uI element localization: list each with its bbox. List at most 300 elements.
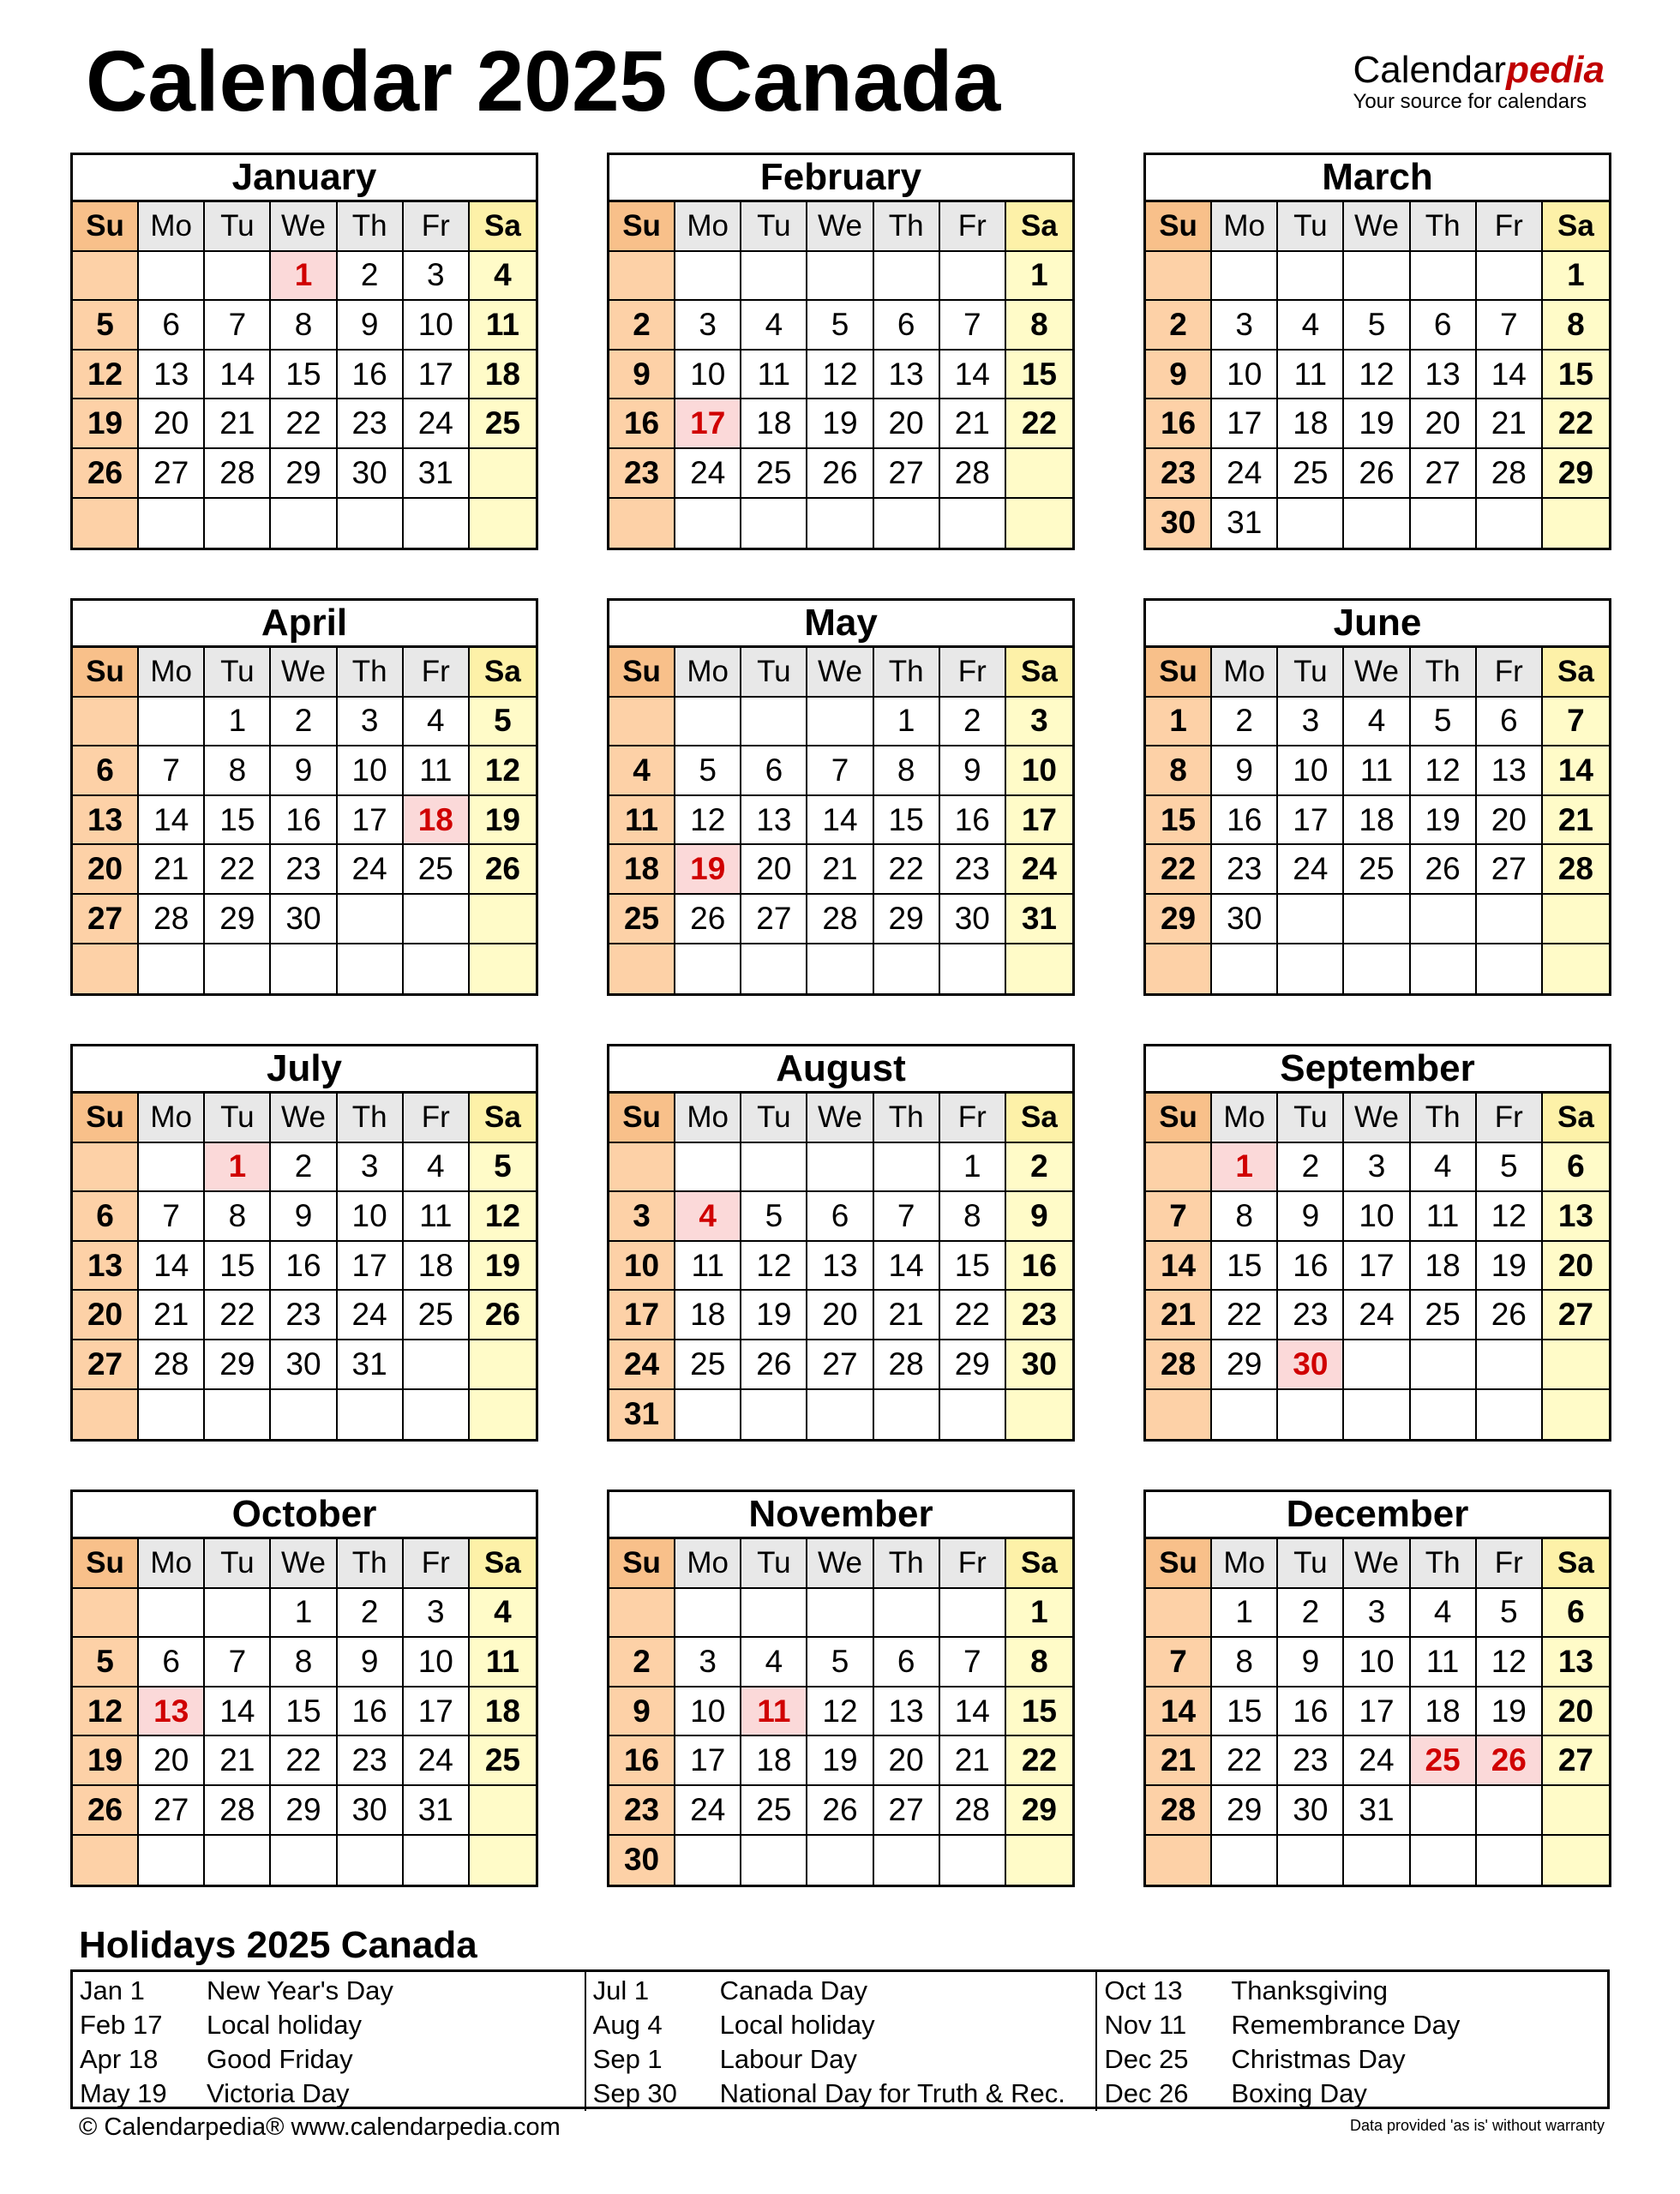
day-cell[interactable]: 11 bbox=[470, 1638, 536, 1687]
day-cell[interactable]: 2 bbox=[1278, 1589, 1344, 1639]
day-cell[interactable]: 21 bbox=[139, 845, 205, 895]
day-cell[interactable]: 21 bbox=[139, 1291, 205, 1340]
day-cell[interactable]: 27 bbox=[1543, 1736, 1609, 1786]
day-cell[interactable]: 27 bbox=[1411, 449, 1477, 499]
day-cell[interactable]: 30 bbox=[1212, 895, 1278, 944]
day-cell[interactable]: 7 bbox=[1543, 698, 1609, 747]
day-cell[interactable]: 27 bbox=[807, 1340, 873, 1390]
day-cell[interactable]: 20 bbox=[1543, 1687, 1609, 1737]
day-cell[interactable]: 1 bbox=[1006, 252, 1072, 302]
day-cell[interactable]: 14 bbox=[1146, 1687, 1212, 1737]
day-cell[interactable]: 26 bbox=[73, 1786, 139, 1836]
day-cell[interactable]: 7 bbox=[940, 1638, 1006, 1687]
day-cell[interactable]: 1 bbox=[874, 698, 940, 747]
day-cell[interactable]: 17 bbox=[1344, 1687, 1410, 1737]
day-cell[interactable]: 5 bbox=[1344, 301, 1410, 351]
day-cell[interactable]: 19 bbox=[1411, 796, 1477, 846]
day-cell[interactable]: 25 bbox=[404, 1291, 470, 1340]
day-cell[interactable]: 21 bbox=[1146, 1736, 1212, 1786]
day-cell[interactable]: 15 bbox=[205, 796, 271, 846]
day-cell[interactable]: 22 bbox=[940, 1291, 1006, 1340]
day-cell[interactable]: 30 bbox=[940, 895, 1006, 944]
day-cell[interactable]: 13 bbox=[73, 1242, 139, 1292]
day-cell[interactable]: 19 bbox=[73, 399, 139, 449]
day-cell[interactable]: 27 bbox=[1477, 845, 1543, 895]
day-cell[interactable]: 28 bbox=[1543, 845, 1609, 895]
day-cell[interactable]: 30 bbox=[1278, 1786, 1344, 1836]
day-cell[interactable]: 7 bbox=[139, 1192, 205, 1242]
day-cell[interactable]: 5 bbox=[1411, 698, 1477, 747]
day-cell[interactable]: 31 bbox=[1212, 499, 1278, 548]
day-cell[interactable]: 3 bbox=[1212, 301, 1278, 351]
day-cell[interactable]: 26 bbox=[807, 449, 873, 499]
day-cell[interactable]: 19 bbox=[73, 1736, 139, 1786]
day-cell[interactable]: 25 bbox=[404, 845, 470, 895]
day-cell[interactable]: 11 bbox=[404, 1192, 470, 1242]
day-cell[interactable]: 21 bbox=[874, 1291, 940, 1340]
day-cell[interactable]: 22 bbox=[271, 1736, 337, 1786]
day-cell[interactable]: 26 bbox=[470, 845, 536, 895]
day-cell[interactable]: 29 bbox=[874, 895, 940, 944]
day-cell[interactable]: 13 bbox=[1477, 746, 1543, 796]
day-cell[interactable]: 30 bbox=[1146, 499, 1212, 548]
day-cell[interactable]: 14 bbox=[1477, 351, 1543, 400]
day-cell[interactable]: 6 bbox=[741, 746, 807, 796]
day-cell[interactable]: 1 bbox=[1212, 1143, 1278, 1193]
day-cell[interactable]: 31 bbox=[609, 1390, 675, 1440]
day-cell[interactable]: 21 bbox=[1477, 399, 1543, 449]
day-cell[interactable]: 2 bbox=[940, 698, 1006, 747]
day-cell[interactable]: 16 bbox=[1278, 1687, 1344, 1737]
day-cell[interactable]: 9 bbox=[271, 746, 337, 796]
day-cell[interactable]: 10 bbox=[609, 1242, 675, 1292]
day-cell[interactable]: 10 bbox=[1344, 1638, 1410, 1687]
day-cell[interactable]: 30 bbox=[271, 1340, 337, 1390]
day-cell[interactable]: 24 bbox=[675, 1786, 741, 1836]
day-cell[interactable]: 23 bbox=[609, 449, 675, 499]
day-cell[interactable]: 31 bbox=[1344, 1786, 1410, 1836]
day-cell[interactable]: 24 bbox=[1006, 845, 1072, 895]
day-cell[interactable]: 15 bbox=[205, 1242, 271, 1292]
day-cell[interactable]: 8 bbox=[1146, 746, 1212, 796]
day-cell[interactable]: 25 bbox=[675, 1340, 741, 1390]
day-cell[interactable]: 16 bbox=[1146, 399, 1212, 449]
day-cell[interactable]: 29 bbox=[271, 449, 337, 499]
day-cell[interactable]: 16 bbox=[1212, 796, 1278, 846]
day-cell[interactable]: 12 bbox=[73, 1687, 139, 1737]
day-cell[interactable]: 4 bbox=[1278, 301, 1344, 351]
day-cell[interactable]: 6 bbox=[874, 1638, 940, 1687]
day-cell[interactable]: 28 bbox=[205, 449, 271, 499]
day-cell[interactable]: 27 bbox=[139, 449, 205, 499]
day-cell[interactable]: 28 bbox=[139, 895, 205, 944]
day-cell[interactable]: 2 bbox=[271, 1143, 337, 1193]
day-cell[interactable]: 14 bbox=[205, 351, 271, 400]
day-cell[interactable]: 12 bbox=[470, 746, 536, 796]
day-cell[interactable]: 25 bbox=[1344, 845, 1410, 895]
day-cell[interactable]: 3 bbox=[1278, 698, 1344, 747]
day-cell[interactable]: 30 bbox=[1006, 1340, 1072, 1390]
day-cell[interactable]: 22 bbox=[1212, 1291, 1278, 1340]
day-cell[interactable]: 23 bbox=[338, 399, 404, 449]
day-cell[interactable]: 14 bbox=[807, 796, 873, 846]
day-cell[interactable]: 22 bbox=[271, 399, 337, 449]
day-cell[interactable]: 8 bbox=[271, 1638, 337, 1687]
day-cell[interactable]: 22 bbox=[205, 845, 271, 895]
day-cell[interactable]: 7 bbox=[1477, 301, 1543, 351]
day-cell[interactable]: 24 bbox=[1344, 1291, 1410, 1340]
day-cell[interactable]: 15 bbox=[1006, 1687, 1072, 1737]
day-cell[interactable]: 27 bbox=[139, 1786, 205, 1836]
day-cell[interactable]: 12 bbox=[1411, 746, 1477, 796]
day-cell[interactable]: 14 bbox=[940, 1687, 1006, 1737]
day-cell[interactable]: 21 bbox=[1543, 796, 1609, 846]
day-cell[interactable]: 5 bbox=[807, 1638, 873, 1687]
day-cell[interactable]: 14 bbox=[139, 1242, 205, 1292]
day-cell[interactable]: 25 bbox=[741, 1786, 807, 1836]
day-cell[interactable]: 9 bbox=[1146, 351, 1212, 400]
day-cell[interactable]: 10 bbox=[1278, 746, 1344, 796]
day-cell[interactable]: 23 bbox=[1146, 449, 1212, 499]
day-cell[interactable]: 21 bbox=[205, 399, 271, 449]
day-cell[interactable]: 8 bbox=[1006, 1638, 1072, 1687]
day-cell[interactable]: 2 bbox=[1278, 1143, 1344, 1193]
day-cell[interactable]: 29 bbox=[1212, 1786, 1278, 1836]
day-cell[interactable]: 6 bbox=[874, 301, 940, 351]
day-cell[interactable]: 15 bbox=[1006, 351, 1072, 400]
day-cell[interactable]: 23 bbox=[940, 845, 1006, 895]
day-cell[interactable]: 16 bbox=[338, 351, 404, 400]
day-cell[interactable]: 13 bbox=[1543, 1192, 1609, 1242]
day-cell[interactable]: 15 bbox=[940, 1242, 1006, 1292]
day-cell[interactable]: 9 bbox=[609, 1687, 675, 1737]
day-cell[interactable]: 12 bbox=[1477, 1192, 1543, 1242]
day-cell[interactable]: 25 bbox=[1411, 1736, 1477, 1786]
day-cell[interactable]: 12 bbox=[470, 1192, 536, 1242]
day-cell[interactable]: 15 bbox=[271, 1687, 337, 1737]
day-cell[interactable]: 3 bbox=[338, 1143, 404, 1193]
day-cell[interactable]: 10 bbox=[1006, 746, 1072, 796]
day-cell[interactable]: 16 bbox=[1278, 1242, 1344, 1292]
day-cell[interactable]: 25 bbox=[609, 895, 675, 944]
day-cell[interactable]: 16 bbox=[271, 796, 337, 846]
day-cell[interactable]: 15 bbox=[1543, 351, 1609, 400]
day-cell[interactable]: 29 bbox=[940, 1340, 1006, 1390]
day-cell[interactable]: 5 bbox=[470, 1143, 536, 1193]
day-cell[interactable]: 10 bbox=[404, 301, 470, 351]
day-cell[interactable]: 17 bbox=[675, 399, 741, 449]
day-cell[interactable]: 1 bbox=[1006, 1589, 1072, 1639]
day-cell[interactable]: 9 bbox=[609, 351, 675, 400]
day-cell[interactable]: 5 bbox=[741, 1192, 807, 1242]
day-cell[interactable]: 5 bbox=[1477, 1589, 1543, 1639]
day-cell[interactable]: 30 bbox=[338, 449, 404, 499]
day-cell[interactable]: 21 bbox=[940, 1736, 1006, 1786]
day-cell[interactable]: 20 bbox=[1477, 796, 1543, 846]
day-cell[interactable]: 6 bbox=[1411, 301, 1477, 351]
day-cell[interactable]: 11 bbox=[741, 1687, 807, 1737]
day-cell[interactable]: 31 bbox=[404, 449, 470, 499]
day-cell[interactable]: 11 bbox=[404, 746, 470, 796]
day-cell[interactable]: 12 bbox=[1344, 351, 1410, 400]
day-cell[interactable]: 9 bbox=[940, 746, 1006, 796]
day-cell[interactable]: 22 bbox=[1006, 1736, 1072, 1786]
day-cell[interactable]: 12 bbox=[807, 1687, 873, 1737]
day-cell[interactable]: 28 bbox=[139, 1340, 205, 1390]
day-cell[interactable]: 27 bbox=[1543, 1291, 1609, 1340]
day-cell[interactable]: 28 bbox=[940, 1786, 1006, 1836]
day-cell[interactable]: 29 bbox=[1212, 1340, 1278, 1390]
day-cell[interactable]: 17 bbox=[1212, 399, 1278, 449]
day-cell[interactable]: 8 bbox=[205, 746, 271, 796]
day-cell[interactable]: 29 bbox=[205, 1340, 271, 1390]
day-cell[interactable]: 1 bbox=[940, 1143, 1006, 1193]
day-cell[interactable]: 9 bbox=[271, 1192, 337, 1242]
day-cell[interactable]: 14 bbox=[1146, 1242, 1212, 1292]
day-cell[interactable]: 17 bbox=[1278, 796, 1344, 846]
day-cell[interactable]: 9 bbox=[1278, 1192, 1344, 1242]
day-cell[interactable]: 10 bbox=[338, 1192, 404, 1242]
day-cell[interactable]: 12 bbox=[1477, 1638, 1543, 1687]
day-cell[interactable]: 3 bbox=[675, 301, 741, 351]
day-cell[interactable]: 7 bbox=[1146, 1638, 1212, 1687]
day-cell[interactable]: 20 bbox=[139, 399, 205, 449]
day-cell[interactable]: 10 bbox=[675, 1687, 741, 1737]
day-cell[interactable]: 1 bbox=[271, 1589, 337, 1639]
day-cell[interactable]: 3 bbox=[1344, 1589, 1410, 1639]
day-cell[interactable]: 22 bbox=[205, 1291, 271, 1340]
day-cell[interactable]: 17 bbox=[1344, 1242, 1410, 1292]
day-cell[interactable]: 4 bbox=[470, 1589, 536, 1639]
day-cell[interactable]: 25 bbox=[1278, 449, 1344, 499]
brand-logo[interactable] bbox=[1353, 51, 1605, 113]
day-cell[interactable]: 30 bbox=[271, 895, 337, 944]
day-cell[interactable]: 5 bbox=[73, 1638, 139, 1687]
day-cell[interactable]: 13 bbox=[139, 1687, 205, 1737]
day-cell[interactable]: 28 bbox=[1146, 1786, 1212, 1836]
day-cell[interactable]: 18 bbox=[404, 796, 470, 846]
day-cell[interactable]: 16 bbox=[271, 1242, 337, 1292]
day-cell[interactable]: 20 bbox=[874, 1736, 940, 1786]
day-cell[interactable]: 1 bbox=[205, 698, 271, 747]
day-cell[interactable]: 27 bbox=[73, 895, 139, 944]
day-cell[interactable]: 6 bbox=[73, 1192, 139, 1242]
day-cell[interactable]: 10 bbox=[338, 746, 404, 796]
day-cell[interactable]: 8 bbox=[874, 746, 940, 796]
day-cell[interactable]: 26 bbox=[1477, 1291, 1543, 1340]
day-cell[interactable]: 31 bbox=[404, 1786, 470, 1836]
day-cell[interactable]: 3 bbox=[1006, 698, 1072, 747]
day-cell[interactable]: 19 bbox=[807, 399, 873, 449]
day-cell[interactable]: 8 bbox=[205, 1192, 271, 1242]
day-cell[interactable]: 6 bbox=[807, 1192, 873, 1242]
day-cell[interactable]: 24 bbox=[675, 449, 741, 499]
day-cell[interactable]: 1 bbox=[205, 1143, 271, 1193]
day-cell[interactable]: 12 bbox=[675, 796, 741, 846]
day-cell[interactable]: 18 bbox=[741, 399, 807, 449]
day-cell[interactable]: 18 bbox=[741, 1736, 807, 1786]
day-cell[interactable]: 22 bbox=[1212, 1736, 1278, 1786]
day-cell[interactable]: 17 bbox=[675, 1736, 741, 1786]
day-cell[interactable]: 20 bbox=[874, 399, 940, 449]
day-cell[interactable]: 15 bbox=[271, 351, 337, 400]
day-cell[interactable]: 14 bbox=[940, 351, 1006, 400]
day-cell[interactable]: 26 bbox=[1411, 845, 1477, 895]
day-cell[interactable]: 18 bbox=[1411, 1242, 1477, 1292]
day-cell[interactable]: 28 bbox=[940, 449, 1006, 499]
day-cell[interactable]: 16 bbox=[609, 1736, 675, 1786]
day-cell[interactable]: 4 bbox=[404, 1143, 470, 1193]
day-cell[interactable]: 5 bbox=[73, 301, 139, 351]
day-cell[interactable]: 20 bbox=[1411, 399, 1477, 449]
day-cell[interactable]: 23 bbox=[338, 1736, 404, 1786]
day-cell[interactable]: 20 bbox=[73, 845, 139, 895]
day-cell[interactable]: 20 bbox=[139, 1736, 205, 1786]
day-cell[interactable]: 13 bbox=[1543, 1638, 1609, 1687]
day-cell[interactable]: 19 bbox=[470, 796, 536, 846]
day-cell[interactable]: 17 bbox=[404, 351, 470, 400]
day-cell[interactable]: 6 bbox=[1477, 698, 1543, 747]
day-cell[interactable]: 20 bbox=[807, 1291, 873, 1340]
day-cell[interactable]: 16 bbox=[338, 1687, 404, 1737]
day-cell[interactable]: 27 bbox=[741, 895, 807, 944]
day-cell[interactable]: 29 bbox=[1543, 449, 1609, 499]
day-cell[interactable]: 4 bbox=[404, 698, 470, 747]
day-cell[interactable]: 25 bbox=[470, 399, 536, 449]
day-cell[interactable]: 13 bbox=[1411, 351, 1477, 400]
day-cell[interactable]: 6 bbox=[1543, 1143, 1609, 1193]
day-cell[interactable]: 31 bbox=[338, 1340, 404, 1390]
day-cell[interactable]: 7 bbox=[205, 1638, 271, 1687]
day-cell[interactable]: 15 bbox=[1212, 1687, 1278, 1737]
day-cell[interactable]: 1 bbox=[1212, 1589, 1278, 1639]
day-cell[interactable]: 20 bbox=[1543, 1242, 1609, 1292]
day-cell[interactable]: 3 bbox=[404, 252, 470, 302]
day-cell[interactable]: 10 bbox=[675, 351, 741, 400]
day-cell[interactable]: 19 bbox=[807, 1736, 873, 1786]
day-cell[interactable]: 24 bbox=[338, 845, 404, 895]
day-cell[interactable]: 3 bbox=[675, 1638, 741, 1687]
day-cell[interactable]: 8 bbox=[940, 1192, 1006, 1242]
day-cell[interactable]: 2 bbox=[609, 1638, 675, 1687]
day-cell[interactable]: 17 bbox=[338, 1242, 404, 1292]
day-cell[interactable]: 5 bbox=[807, 301, 873, 351]
day-cell[interactable]: 6 bbox=[139, 301, 205, 351]
day-cell[interactable]: 24 bbox=[404, 1736, 470, 1786]
day-cell[interactable]: 27 bbox=[874, 449, 940, 499]
day-cell[interactable]: 19 bbox=[675, 845, 741, 895]
day-cell[interactable]: 24 bbox=[1278, 845, 1344, 895]
day-cell[interactable]: 11 bbox=[609, 796, 675, 846]
day-cell[interactable]: 4 bbox=[470, 252, 536, 302]
day-cell[interactable]: 15 bbox=[1146, 796, 1212, 846]
day-cell[interactable]: 18 bbox=[1278, 399, 1344, 449]
day-cell[interactable]: 14 bbox=[1543, 746, 1609, 796]
day-cell[interactable]: 18 bbox=[1344, 796, 1410, 846]
day-cell[interactable]: 17 bbox=[404, 1687, 470, 1737]
day-cell[interactable]: 29 bbox=[271, 1786, 337, 1836]
day-cell[interactable]: 21 bbox=[205, 1736, 271, 1786]
day-cell[interactable]: 7 bbox=[205, 301, 271, 351]
day-cell[interactable]: 6 bbox=[73, 746, 139, 796]
day-cell[interactable]: 7 bbox=[139, 746, 205, 796]
day-cell[interactable]: 24 bbox=[1344, 1736, 1410, 1786]
footer-copyright[interactable]: © Calendarpedia® www.calendarpedia.com bbox=[79, 2113, 561, 2141]
day-cell[interactable]: 10 bbox=[1344, 1192, 1410, 1242]
day-cell[interactable]: 10 bbox=[404, 1638, 470, 1687]
day-cell[interactable]: 7 bbox=[940, 301, 1006, 351]
day-cell[interactable]: 11 bbox=[741, 351, 807, 400]
day-cell[interactable]: 25 bbox=[470, 1736, 536, 1786]
day-cell[interactable]: 3 bbox=[609, 1192, 675, 1242]
day-cell[interactable]: 9 bbox=[1278, 1638, 1344, 1687]
day-cell[interactable]: 23 bbox=[271, 845, 337, 895]
day-cell[interactable]: 19 bbox=[470, 1242, 536, 1292]
day-cell[interactable]: 5 bbox=[1477, 1143, 1543, 1193]
day-cell[interactable]: 14 bbox=[205, 1687, 271, 1737]
day-cell[interactable]: 11 bbox=[470, 301, 536, 351]
day-cell[interactable]: 9 bbox=[1212, 746, 1278, 796]
day-cell[interactable]: 23 bbox=[609, 1786, 675, 1836]
day-cell[interactable]: 13 bbox=[741, 796, 807, 846]
day-cell[interactable]: 28 bbox=[1146, 1340, 1212, 1390]
day-cell[interactable]: 7 bbox=[1146, 1192, 1212, 1242]
day-cell[interactable]: 26 bbox=[675, 895, 741, 944]
day-cell[interactable]: 17 bbox=[609, 1291, 675, 1340]
day-cell[interactable]: 23 bbox=[1278, 1736, 1344, 1786]
day-cell[interactable]: 26 bbox=[470, 1291, 536, 1340]
day-cell[interactable]: 18 bbox=[470, 351, 536, 400]
day-cell[interactable]: 3 bbox=[1344, 1143, 1410, 1193]
day-cell[interactable]: 4 bbox=[1411, 1143, 1477, 1193]
day-cell[interactable]: 5 bbox=[470, 698, 536, 747]
day-cell[interactable]: 15 bbox=[1212, 1242, 1278, 1292]
day-cell[interactable]: 27 bbox=[874, 1786, 940, 1836]
day-cell[interactable]: 26 bbox=[807, 1786, 873, 1836]
day-cell[interactable]: 23 bbox=[1278, 1291, 1344, 1340]
day-cell[interactable]: 2 bbox=[338, 252, 404, 302]
day-cell[interactable]: 11 bbox=[1411, 1192, 1477, 1242]
day-cell[interactable]: 12 bbox=[741, 1242, 807, 1292]
day-cell[interactable]: 19 bbox=[741, 1291, 807, 1340]
day-cell[interactable]: 9 bbox=[338, 1638, 404, 1687]
day-cell[interactable]: 2 bbox=[1146, 301, 1212, 351]
day-cell[interactable]: 20 bbox=[73, 1291, 139, 1340]
day-cell[interactable]: 7 bbox=[874, 1192, 940, 1242]
day-cell[interactable]: 18 bbox=[1411, 1687, 1477, 1737]
day-cell[interactable]: 6 bbox=[1543, 1589, 1609, 1639]
day-cell[interactable]: 5 bbox=[675, 746, 741, 796]
day-cell[interactable]: 13 bbox=[874, 351, 940, 400]
day-cell[interactable]: 4 bbox=[609, 746, 675, 796]
day-cell[interactable]: 4 bbox=[741, 301, 807, 351]
day-cell[interactable]: 2 bbox=[1006, 1143, 1072, 1193]
day-cell[interactable]: 29 bbox=[1006, 1786, 1072, 1836]
day-cell[interactable]: 4 bbox=[1411, 1589, 1477, 1639]
day-cell[interactable]: 2 bbox=[271, 698, 337, 747]
day-cell[interactable]: 11 bbox=[1411, 1638, 1477, 1687]
day-cell[interactable]: 8 bbox=[1212, 1192, 1278, 1242]
day-cell[interactable]: 12 bbox=[73, 351, 139, 400]
day-cell[interactable]: 13 bbox=[139, 351, 205, 400]
day-cell[interactable]: 24 bbox=[609, 1340, 675, 1390]
day-cell[interactable]: 2 bbox=[338, 1589, 404, 1639]
day-cell[interactable]: 2 bbox=[609, 301, 675, 351]
day-cell[interactable]: 31 bbox=[1006, 895, 1072, 944]
day-cell[interactable]: 18 bbox=[675, 1291, 741, 1340]
day-cell[interactable]: 21 bbox=[1146, 1291, 1212, 1340]
day-cell[interactable]: 23 bbox=[1212, 845, 1278, 895]
